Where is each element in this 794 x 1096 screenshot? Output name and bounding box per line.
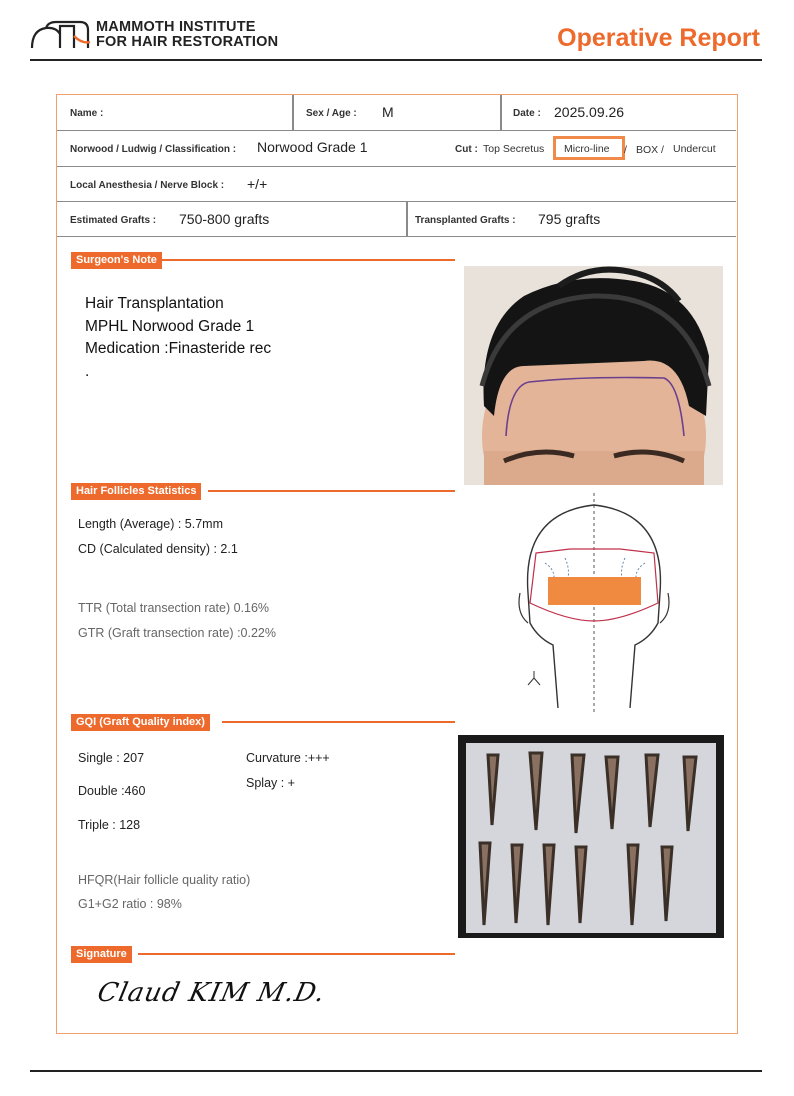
date-label: Date : bbox=[513, 108, 541, 119]
cut-separator: / bbox=[661, 144, 664, 156]
section-rule bbox=[208, 490, 455, 492]
signature-text: Claud KIM M.D. bbox=[94, 978, 329, 1008]
cut-label: Cut : bbox=[455, 144, 478, 155]
divider bbox=[500, 95, 502, 131]
surgeons-note-text bbox=[85, 293, 271, 383]
graft-transection-rate: GTR (Graft transection rate) :0.22% bbox=[78, 626, 276, 640]
row-anesthesia bbox=[57, 167, 736, 202]
row-patient-info bbox=[57, 95, 736, 131]
signature-header: Signature bbox=[71, 946, 132, 963]
cut-separator: / bbox=[553, 143, 556, 155]
note-line: Medication :Finasteride rec bbox=[85, 340, 272, 357]
estimated-grafts-label: Estimated Grafts : bbox=[70, 215, 157, 226]
brand-name bbox=[96, 20, 278, 50]
calculated-density: CD (Calculated density) : 2.1 bbox=[78, 542, 238, 556]
name-label: Name : bbox=[70, 108, 104, 119]
row-classification bbox=[57, 131, 736, 167]
sex-age-label: Sex / Age : bbox=[306, 108, 357, 119]
curvature: Curvature :+++ bbox=[246, 751, 330, 765]
header-divider bbox=[30, 59, 762, 61]
length-average: Length (Average) : 5.7mm bbox=[78, 517, 223, 531]
follicle-stats-header: Hair Follicles Statistics bbox=[71, 483, 201, 500]
total-transection-rate: TTR (Total transection rate) 0.16% bbox=[78, 601, 270, 615]
g1-g2-ratio: G1+G2 ratio : 98% bbox=[78, 897, 182, 911]
report-title: Operative Report bbox=[557, 24, 760, 52]
classification-value: Norwood Grade 1 bbox=[257, 139, 368, 155]
elephant-icon bbox=[30, 18, 92, 52]
note-line: MPHL Norwood Grade 1 bbox=[85, 317, 255, 335]
graft-samples-photo bbox=[458, 735, 724, 938]
date-value: 2025.09.26 bbox=[554, 104, 625, 120]
section-rule bbox=[160, 259, 455, 261]
single-grafts: Single : 207 bbox=[78, 751, 145, 765]
cut-option-top-secretus: Top Secretus bbox=[483, 143, 545, 155]
report-header bbox=[30, 18, 762, 60]
surgeons-note-header: Surgeon's Note bbox=[71, 252, 162, 269]
note-line: . bbox=[85, 362, 90, 380]
note-line: Hair Transplantation bbox=[85, 295, 224, 312]
triple-grafts: Triple : 128 bbox=[78, 818, 141, 832]
section-rule bbox=[222, 721, 455, 723]
divider bbox=[292, 95, 294, 131]
classification-label: Norwood / Ludwig / Classification : bbox=[70, 144, 237, 155]
donor-area-diagram bbox=[510, 493, 680, 713]
divider bbox=[406, 202, 408, 237]
gqi-header: GQI (Graft Quality index) bbox=[71, 714, 210, 731]
brand-line-2: FOR HAIR RESTORATION bbox=[96, 34, 279, 50]
footer-divider bbox=[30, 1070, 762, 1072]
cut-option-box: BOX bbox=[636, 144, 659, 156]
cut-separator: / bbox=[624, 144, 627, 156]
row-grafts bbox=[57, 202, 736, 237]
sex-age-value: M bbox=[382, 104, 394, 120]
anesthesia-value: +/+ bbox=[247, 176, 268, 192]
cut-option-micro-line: Micro-line bbox=[564, 143, 610, 155]
transplanted-grafts-value: 795 grafts bbox=[538, 211, 601, 227]
hfqr-title: HFQR(Hair follicle quality ratio) bbox=[78, 873, 251, 887]
estimated-grafts-value: 750-800 grafts bbox=[179, 211, 270, 227]
cut-option-undercut: Undercut bbox=[673, 143, 716, 155]
patient-hairline-photo bbox=[464, 266, 723, 485]
brand-line-1: MAMMOTH INSTITUTE bbox=[96, 19, 256, 35]
transplanted-grafts-label: Transplanted Grafts : bbox=[415, 215, 516, 226]
anesthesia-label: Local Anesthesia / Nerve Block : bbox=[70, 180, 225, 191]
double-grafts: Double :460 bbox=[78, 784, 146, 798]
section-rule bbox=[138, 953, 455, 955]
splay: Splay : + bbox=[246, 776, 295, 790]
